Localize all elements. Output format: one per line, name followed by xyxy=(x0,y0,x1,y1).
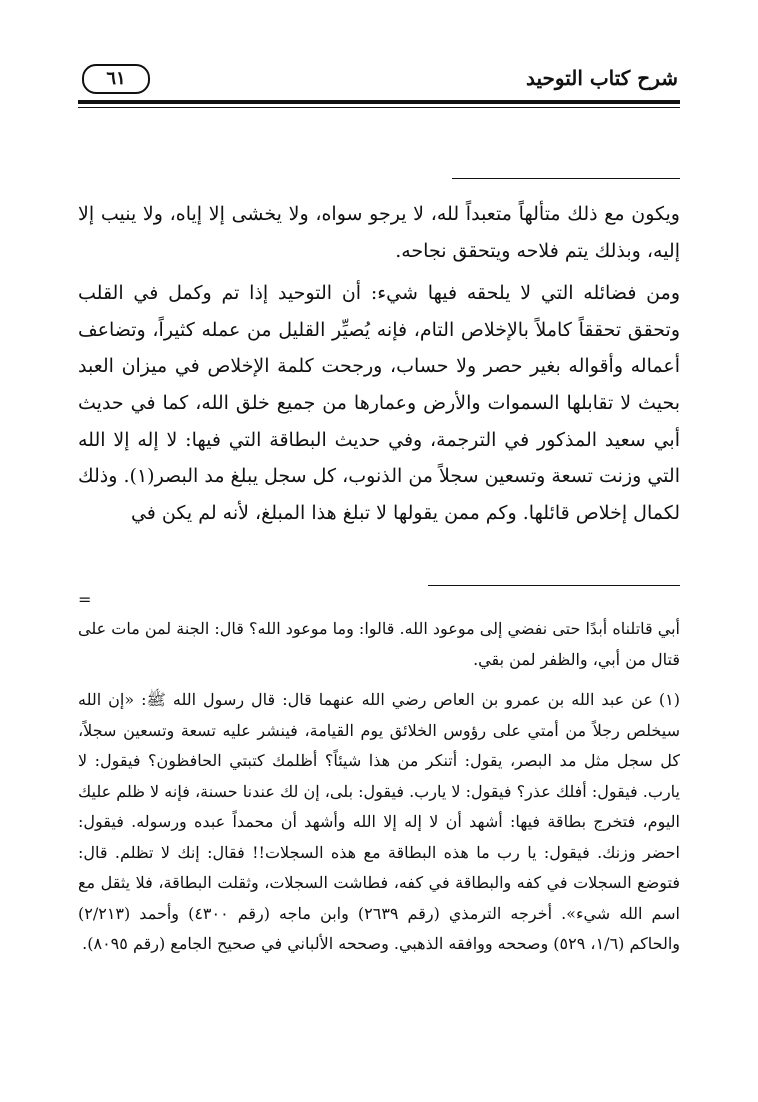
main-paragraph: ومن فضائله التي لا يلحقه فيها شيء: أن التوحيد إذا تم وكمل في القلب وتحقق تحققاً كاملاً بالإخلاص التام، فإنه يُصيِّر القليل من عمله كثيراً، وتضاعف أعماله وأقواله بغير حصر ولا حساب، ورجحت كلمة الإخلاص في ميزان العبد بحيث لا تقابلها السموات والأرض وعمارها من جميع خلق الله، كما في حديث أبي سعيد المذكور في الترجمة، وفي حديث البطاقة التي فيها: لا إله إلا الله التي وزنت تسعة وتسعين سجلاً من الذنوب، كل سجل يبلغ مد البصر(١). وذلك لكمال إخلاص قائلها. وكم ممن يقولها لا تبلغ هذا المبلغ، لأنه لم يكن في xyxy=(78,282,680,524)
footnotes xyxy=(78,614,680,960)
header-rule-thick xyxy=(78,100,680,104)
book-title: شرح كتاب التوحيد xyxy=(525,66,678,90)
footnote-separator xyxy=(428,585,680,586)
page-number: ٦١ xyxy=(82,64,150,94)
section-separator xyxy=(452,178,680,179)
footnote-continuation: أبي قاتلناه أبدًا حتى نفضي إلى موعود الله. قالوا: وما موعود الله؟ قال: الجنة لمن مات على قتال من أبي، والظفر لمن بقي. xyxy=(78,619,680,669)
header-rule-thin xyxy=(78,107,680,108)
footnote-1 xyxy=(78,685,680,960)
main-text xyxy=(78,196,680,531)
footnote-marker: (١) xyxy=(658,690,680,709)
footnote-text: عن عبد الله بن عمرو بن العاص رضي الله عنهما قال: قال رسول الله ﷺ: «إن الله سيخلص رجلاً من أمتي على رؤوس الخلائق يوم القيامة، فينشر عليه تسعة وتسعين سجلاً، كل سجل مثل مد البصر، يقول: أتنكر من هذا شيئاً؟ أظلمك كتبتي الحافظون؟ فيقول: لا يارب. فيقول: أفلك عذر؟ فيقول: لا يارب. فيقول: بلى، إن لك عندنا حسنة، فإنه لا ظلم عليك اليوم، فتخرج بطاقة فيها: أشهد أن لا إله إلا الله وأشهد أن محمداً عبده ورسوله. فيقول: احضر وزنك. فيقول: يا رب ما هذه البطاقة مع هذه السجلات!! فقال: إنك لا تظلم. قال: فتوضع السجلات في كفه والبطاقة في كفه، فطاشت السجلات، وثقلت البطاقة، فلا يثقل مع اسم الله شيء». أخرجه الترمذي (رقم ٢٦٣٩) وابن ماجه (رقم ٤٣٠٠) وأحمد (٢/٢١٣) والحاكم (١/٦، ٥٢٩) وصححه ووافقه الذهبي. وصححه الألباني في صحيح الجامع (رقم ٨٠٩٥). xyxy=(78,690,681,953)
footnote-continuation-mark: = xyxy=(78,590,92,609)
page-header xyxy=(78,62,678,98)
main-paragraph: ويكون مع ذلك متألهاً متعبداً لله، لا يرجو سواه، ولا يخشى إلا إياه، ولا ينيب إلا إليه، وبذلك يتم فلاحه ويتحقق نجاحه. xyxy=(78,203,680,262)
